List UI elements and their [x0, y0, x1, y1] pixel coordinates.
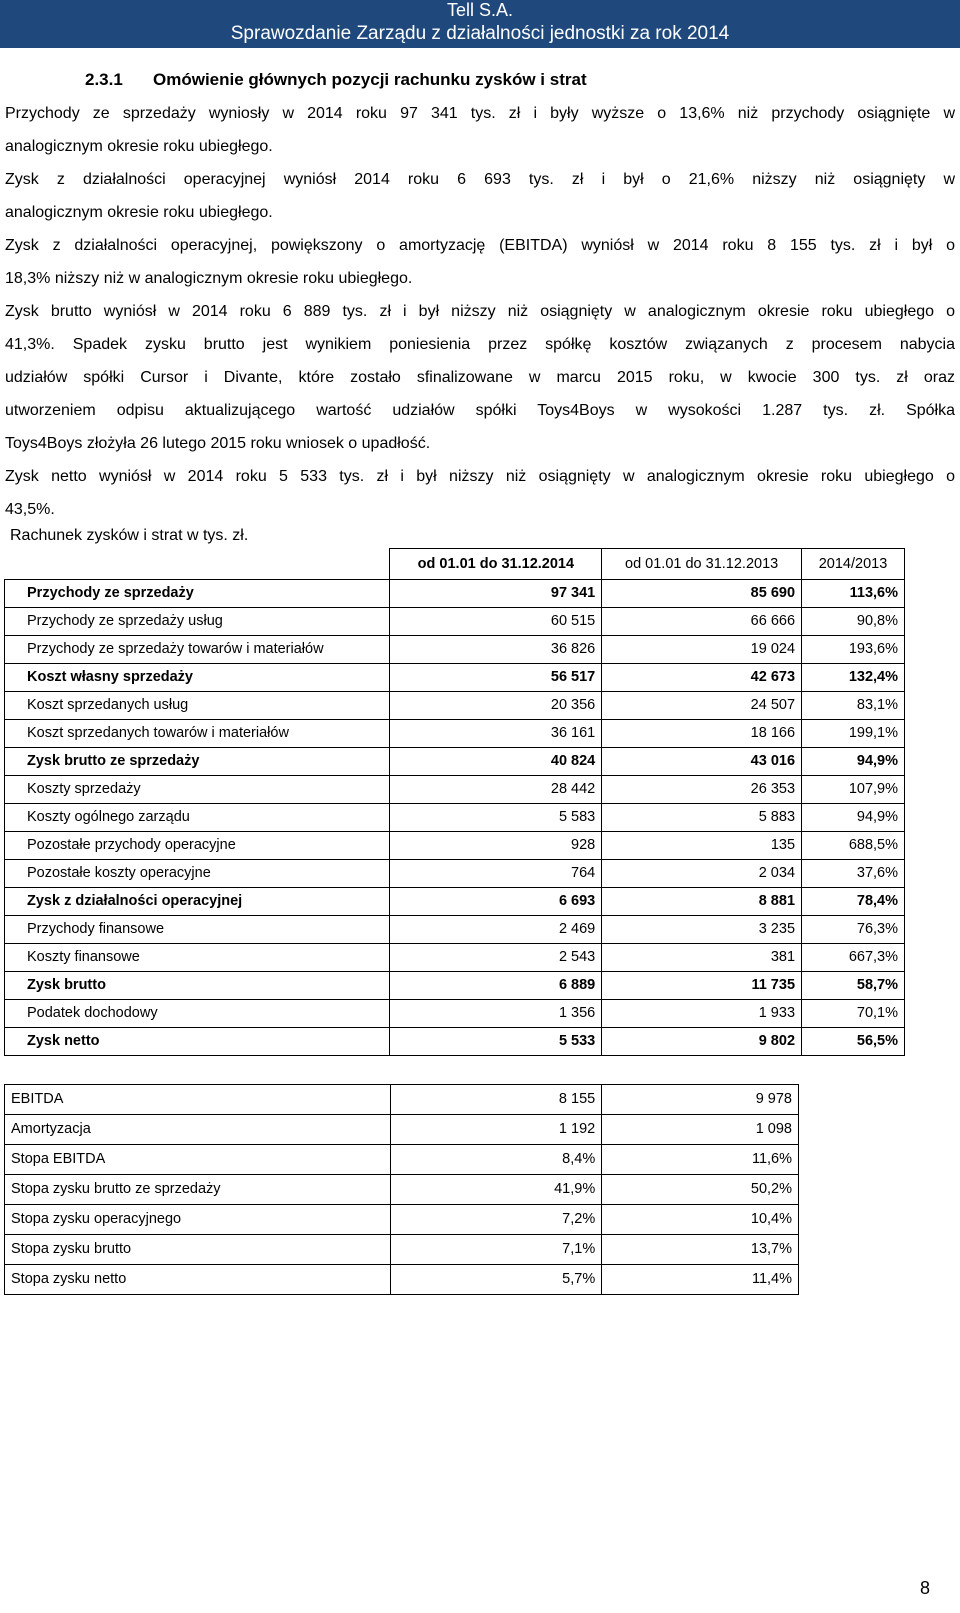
value-ratio: 94,9%: [802, 804, 905, 832]
value-2013: 1 098: [602, 1115, 799, 1145]
row-label: Koszt własny sprzedaży: [5, 664, 390, 692]
value-2014: 7,1%: [390, 1235, 602, 1265]
company-name: Tell S.A.: [446, 0, 514, 20]
table-row: [5, 1085, 799, 1115]
text-line: Zysk netto wyniósł w 2014 roku 5 533 tys. zł i był niższy niż osiągnięty w analogicznym okresie roku ubiegłego o: [5, 468, 955, 485]
section-heading: [85, 70, 587, 90]
value-2013: 3 235: [602, 916, 802, 944]
value-2013: 11,4%: [602, 1265, 799, 1295]
value-2014: 2 543: [390, 944, 602, 972]
value-2014: 20 356: [390, 692, 602, 720]
value-ratio: 90,8%: [802, 608, 905, 636]
table-row: [5, 1115, 799, 1145]
table-row: [5, 608, 905, 636]
table-row: [5, 720, 905, 748]
table-row: [5, 860, 905, 888]
table-row: [5, 916, 905, 944]
value-2014: 5 533: [390, 1028, 602, 1056]
row-label: Pozostałe koszty operacyjne: [5, 860, 390, 888]
value-ratio: 113,6%: [802, 580, 905, 608]
row-label: Stopa zysku netto: [5, 1265, 391, 1295]
row-label: Stopa zysku brutto: [5, 1235, 391, 1265]
table-row: [5, 580, 905, 608]
row-label: Stopa zysku operacyjnego: [5, 1205, 391, 1235]
row-label: Zysk z działalności operacyjnej: [5, 888, 390, 916]
page-header: [0, 0, 960, 48]
row-label: Koszt sprzedanych usług: [5, 692, 390, 720]
value-2014: 36 826: [390, 636, 602, 664]
row-label: Amortyzacja: [5, 1115, 391, 1145]
value-ratio: 193,6%: [802, 636, 905, 664]
value-2014: 60 515: [390, 608, 602, 636]
text-line: Toys4Boys złożyła 26 lutego 2015 roku wniosek o upadłość.: [5, 435, 431, 452]
value-2014: 6 693: [390, 888, 602, 916]
value-2014: 56 517: [390, 664, 602, 692]
section-number: 2.3.1: [85, 70, 123, 89]
row-label: Zysk brutto ze sprzedaży: [5, 748, 390, 776]
value-2013: 13,7%: [602, 1235, 799, 1265]
row-label: Koszty finansowe: [5, 944, 390, 972]
value-2013: 11,6%: [602, 1145, 799, 1175]
report-title: Sprawozdanie Zarządu z działalności jednostki za rok 2014: [230, 23, 730, 44]
value-2013: 2 034: [602, 860, 802, 888]
value-2014: 5 583: [390, 804, 602, 832]
value-2013: 9 978: [602, 1085, 799, 1115]
value-2014: 8 155: [390, 1085, 602, 1115]
paragraph-net-profit: [5, 460, 955, 526]
table-row: [5, 1000, 905, 1028]
row-label: Koszty ogólnego zarządu: [5, 804, 390, 832]
value-2013: 135: [602, 832, 802, 860]
table-row: [5, 1145, 799, 1175]
value-2013: 42 673: [602, 664, 802, 692]
page-number: 8: [919, 1578, 930, 1598]
value-2013: 11 735: [602, 972, 802, 1000]
value-ratio: 76,3%: [802, 916, 905, 944]
value-ratio: 56,5%: [802, 1028, 905, 1056]
text-line: 18,3% niższy niż w analogicznym okresie roku ubiegłego.: [5, 270, 413, 287]
value-2013: 66 666: [602, 608, 802, 636]
table-header-row: [5, 549, 905, 580]
value-2013: 9 802: [602, 1028, 802, 1056]
income-statement-table: [4, 548, 905, 1056]
value-2014: 1 192: [390, 1115, 602, 1145]
value-ratio: 667,3%: [802, 944, 905, 972]
row-label: Pozostałe przychody operacyjne: [5, 832, 390, 860]
row-label: Przychody ze sprzedaży: [5, 580, 390, 608]
value-2014: 5,7%: [390, 1265, 602, 1295]
text-line: Zysk z działalności operacyjnej wyniósł 2014 roku 6 693 tys. zł i był o 21,6% niższy niż osiągnięty w: [5, 171, 955, 188]
row-label: Stopa zysku brutto ze sprzedaży: [5, 1175, 391, 1205]
value-2014: 36 161: [390, 720, 602, 748]
table-row: [5, 1205, 799, 1235]
table-row: [5, 692, 905, 720]
header-empty-cell: [5, 549, 390, 580]
row-label: Stopa EBITDA: [5, 1145, 391, 1175]
value-ratio: 94,9%: [802, 748, 905, 776]
paragraph-ebitda: [5, 229, 955, 295]
text-line: Zysk z działalności operacyjnej, powiększony o amortyzację (EBITDA) wyniósł w 2014 roku 8 155 tys. zł i był o: [5, 237, 955, 254]
paragraph-operating-profit: [5, 163, 955, 229]
section-title: Omówienie głównych pozycji rachunku zysków i strat: [153, 70, 587, 89]
value-ratio: 688,5%: [802, 832, 905, 860]
value-2013: 5 883: [602, 804, 802, 832]
row-label: Koszt sprzedanych towarów i materiałów: [5, 720, 390, 748]
text-line: 43,5%.: [5, 501, 55, 518]
value-2014: 41,9%: [390, 1175, 602, 1205]
table-row: [5, 972, 905, 1000]
value-ratio: 78,4%: [802, 888, 905, 916]
text-line: analogicznym okresie roku ubiegłego.: [5, 138, 273, 155]
ebitda-table: [4, 1084, 799, 1295]
table-row: [5, 748, 905, 776]
value-2013: 85 690: [602, 580, 802, 608]
table-row: [5, 776, 905, 804]
value-2014: 97 341: [390, 580, 602, 608]
row-label: Przychody finansowe: [5, 916, 390, 944]
text-line: analogicznym okresie roku ubiegłego.: [5, 204, 273, 221]
value-ratio: 199,1%: [802, 720, 905, 748]
row-label: EBITDA: [5, 1085, 391, 1115]
table-row: [5, 832, 905, 860]
ebitda-table-body: [5, 1085, 799, 1295]
value-2013: 381: [602, 944, 802, 972]
paragraph-revenue: [5, 97, 955, 163]
column-header-2014: od 01.01 do 31.12.2014: [390, 549, 602, 580]
table-caption: Rachunek zysków i strat w tys. zł.: [10, 527, 249, 544]
text-line: Zysk brutto wyniósł w 2014 roku 6 889 tys. zł i był niższy niż osiągnięty w analogicznym okresie roku ubiegłego o: [5, 303, 955, 320]
value-ratio: 70,1%: [802, 1000, 905, 1028]
row-label: Zysk netto: [5, 1028, 390, 1056]
row-label: Koszty sprzedaży: [5, 776, 390, 804]
value-2014: 8,4%: [390, 1145, 602, 1175]
value-ratio: 107,9%: [802, 776, 905, 804]
column-header-2013: od 01.01 do 31.12.2013: [602, 549, 802, 580]
value-2014: 764: [390, 860, 602, 888]
value-2014: 7,2%: [390, 1205, 602, 1235]
value-ratio: 37,6%: [802, 860, 905, 888]
row-label: Przychody ze sprzedaży towarów i materiałów: [5, 636, 390, 664]
table-row: [5, 664, 905, 692]
value-ratio: 83,1%: [802, 692, 905, 720]
table-row: [5, 888, 905, 916]
value-2014: 928: [390, 832, 602, 860]
value-2013: 50,2%: [602, 1175, 799, 1205]
column-header-ratio: 2014/2013: [802, 549, 905, 580]
value-2013: 26 353: [602, 776, 802, 804]
value-2013: 19 024: [602, 636, 802, 664]
value-ratio: 58,7%: [802, 972, 905, 1000]
value-2013: 8 881: [602, 888, 802, 916]
table-row: [5, 1265, 799, 1295]
value-2013: 18 166: [602, 720, 802, 748]
value-2013: 10,4%: [602, 1205, 799, 1235]
value-ratio: 132,4%: [802, 664, 905, 692]
row-label: Podatek dochodowy: [5, 1000, 390, 1028]
paragraph-gross-profit: [5, 295, 955, 460]
table-row: [5, 944, 905, 972]
value-2013: 24 507: [602, 692, 802, 720]
value-2014: 2 469: [390, 916, 602, 944]
value-2013: 43 016: [602, 748, 802, 776]
row-label: Przychody ze sprzedaży usług: [5, 608, 390, 636]
table-row: [5, 1235, 799, 1265]
text-line: 41,3%. Spadek zysku brutto jest wynikiem poniesienia przez spółkę kosztów związanych z procesem nabycia: [5, 336, 955, 353]
text-line: udziałów spółki Cursor i Divante, które zostało sfinalizowane w marcu 2015 roku, w kwocie 300 tys. zł oraz: [5, 369, 955, 386]
table-row: [5, 804, 905, 832]
table-row: [5, 1028, 905, 1056]
row-label: Zysk brutto: [5, 972, 390, 1000]
table-row: [5, 636, 905, 664]
value-2014: 1 356: [390, 1000, 602, 1028]
value-2014: 6 889: [390, 972, 602, 1000]
income-table-body: [5, 580, 905, 1056]
value-2014: 28 442: [390, 776, 602, 804]
text-line: utworzeniem odpisu aktualizującego wartość udziałów spółki Toys4Boys w wysokości 1.287 tys. zł. Spółka: [5, 402, 955, 419]
table-row: [5, 1175, 799, 1205]
value-2013: 1 933: [602, 1000, 802, 1028]
text-line: Przychody ze sprzedaży wyniosły w 2014 roku 97 341 tys. zł i były wyższe o 13,6% niż przychody osiągnięte w: [5, 105, 955, 122]
value-2014: 40 824: [390, 748, 602, 776]
